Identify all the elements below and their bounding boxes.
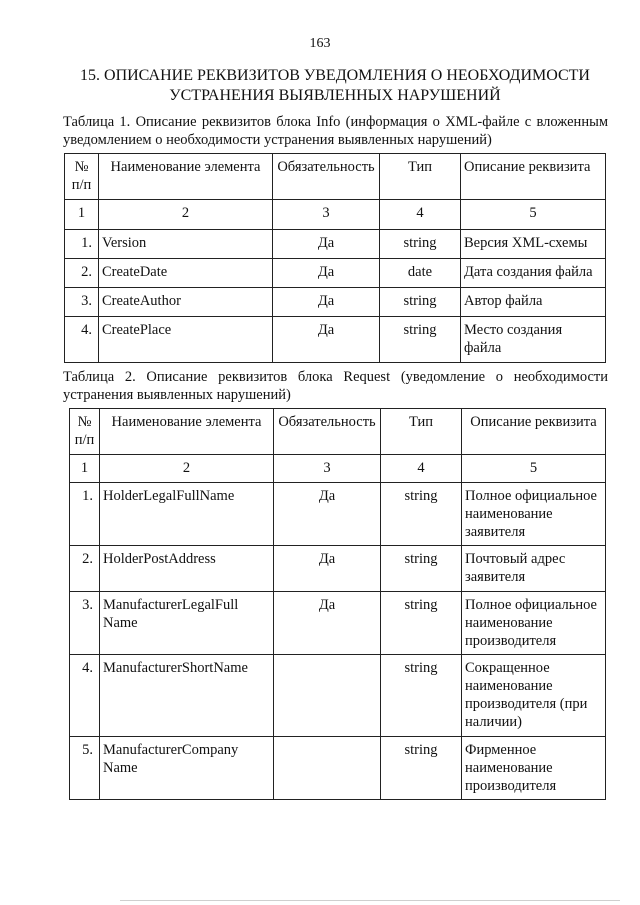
row-number: 4. [65,317,99,363]
required-value: Да [273,317,380,363]
required-value: Да [274,546,381,592]
element-name: ManufacturerLegalFull Name [100,592,274,655]
header-number: № п/п [65,154,99,200]
table-info [64,153,606,363]
index-cell: 4 [381,455,462,483]
section-title: 15. ОПИСАНИЕ РЕКВИЗИТОВ УВЕДОМЛЕНИЯ О НЕОБХОДИМОСТИ УСТРАНЕНИЯ ВЫЯВЛЕННЫХ НАРУШЕНИЙ [80,67,590,104]
index-cell: 3 [273,200,380,230]
element-name: CreateAuthor [99,288,273,317]
table-row [70,655,606,737]
description-value: Автор файла [461,288,606,317]
table-row [70,592,606,655]
element-name: Version [99,230,273,259]
row-number: 3. [70,592,100,655]
required-value: Да [273,288,380,317]
type-value: string [381,483,462,546]
index-cell: 5 [462,455,606,483]
header-description: Описание реквизита [461,154,606,200]
required-value: Да [273,230,380,259]
table-row [70,737,606,800]
header-number: № п/п [70,409,100,455]
table-row [70,483,606,546]
header-type: Тип [381,409,462,455]
element-name: CreatePlace [99,317,273,363]
table1-caption: Таблица 1. Описание реквизитов блока Info (информация о XML-файле с вложенным уведомлением о необходимости устранения выявленных нарушений) [63,114,608,148]
required-value: Да [274,592,381,655]
row-number: 2. [70,546,100,592]
column-index-row [65,200,606,230]
element-name: CreateDate [99,259,273,288]
type-value: string [381,546,462,592]
table2-caption: Таблица 2. Описание реквизитов блока Request (уведомление о необходимости устранения выявленных нарушений) [63,369,608,403]
row-number: 1. [70,483,100,546]
row-number: 5. [70,737,100,800]
type-value: string [381,592,462,655]
required-value [274,737,381,800]
description-value: Дата создания файла [461,259,606,288]
table-header-row [70,409,606,455]
row-number: 1. [65,230,99,259]
description-value: Почтовый адрес заявителя [462,546,606,592]
index-cell: 2 [100,455,274,483]
element-name: HolderPostAddress [100,546,274,592]
table-request [69,408,606,800]
table-row [65,288,606,317]
scan-edge-line [120,900,620,901]
header-required: Обязательность [273,154,380,200]
header-required: Обязательность [274,409,381,455]
type-value: date [380,259,461,288]
table-row [65,230,606,259]
description-value: Место создания файла [461,317,606,363]
index-cell: 3 [274,455,381,483]
table-row [70,546,606,592]
index-cell: 5 [461,200,606,230]
required-value: Да [273,259,380,288]
type-value: string [380,317,461,363]
required-value [274,655,381,737]
index-cell: 1 [70,455,100,483]
type-value: string [381,737,462,800]
row-number: 4. [70,655,100,737]
index-cell: 4 [380,200,461,230]
description-value: Версия XML-схемы [461,230,606,259]
description-value: Полное официальное наименование заявителя [462,483,606,546]
element-name: HolderLegalFullName [100,483,274,546]
page-number: 163 [309,36,331,51]
index-cell: 1 [65,200,99,230]
table-row [65,317,606,363]
table-header-row [65,154,606,200]
table-row [65,259,606,288]
header-description: Описание реквизита [462,409,606,455]
element-name: ManufacturerCompany Name [100,737,274,800]
type-value: string [380,288,461,317]
type-value: string [380,230,461,259]
column-index-row [70,455,606,483]
header-element-name: Наименование элемента [100,409,274,455]
type-value: string [381,655,462,737]
header-type: Тип [380,154,461,200]
description-value: Сокращенное наименование производителя (при наличии) [462,655,606,737]
row-number: 3. [65,288,99,317]
element-name: ManufacturerShortName [100,655,274,737]
required-value: Да [274,483,381,546]
row-number: 2. [65,259,99,288]
header-element-name: Наименование элемента [99,154,273,200]
description-value: Фирменное наименование производителя [462,737,606,800]
index-cell: 2 [99,200,273,230]
description-value: Полное официальное наименование производителя [462,592,606,655]
